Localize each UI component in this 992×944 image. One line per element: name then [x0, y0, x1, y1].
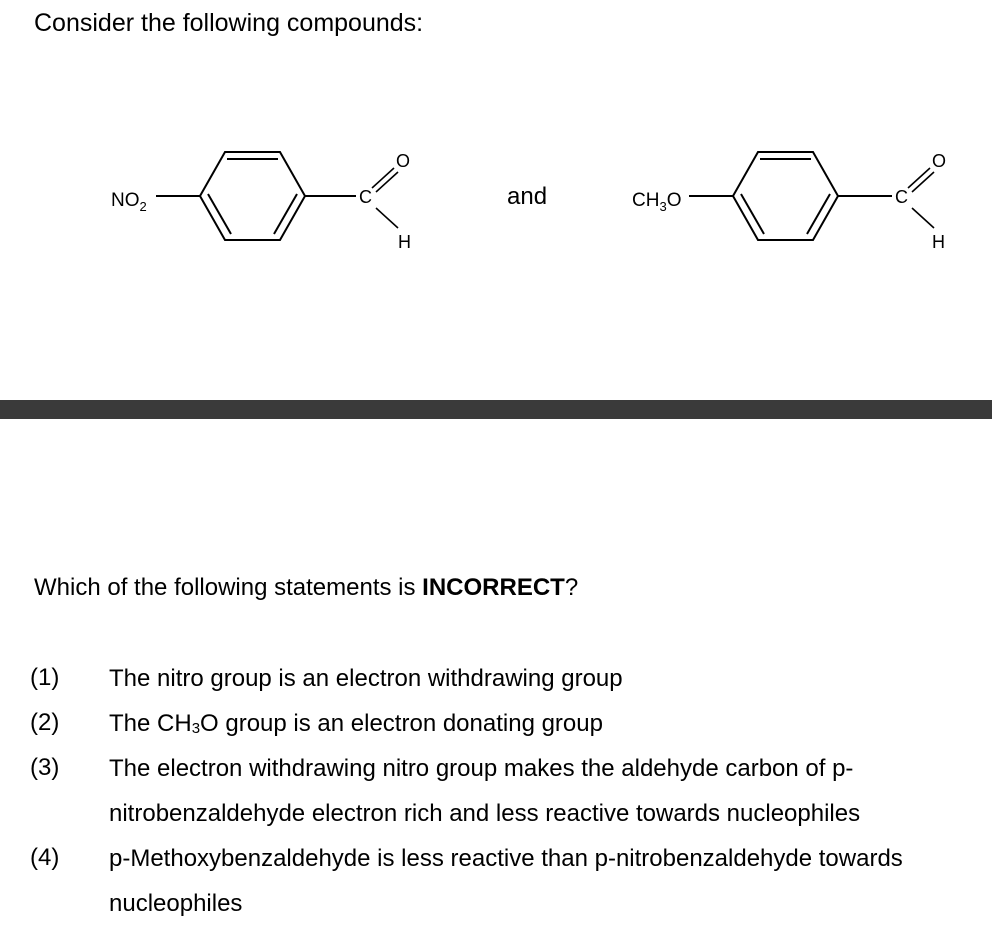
section-divider	[0, 400, 992, 419]
question-emphasis: INCORRECT	[422, 574, 565, 601]
conjunction-and: and	[507, 183, 548, 210]
oxygen-label: O	[396, 151, 411, 171]
p-methoxybenzaldehyde-structure	[632, 151, 946, 252]
p-nitrobenzaldehyde-structure	[111, 151, 411, 252]
ring-double-bond	[741, 194, 764, 234]
option-1-number: (1)	[30, 664, 60, 691]
benzene-ring-right	[733, 152, 838, 240]
methoxy-label: $CH_3O$	[632, 190, 682, 214]
c-h-bond	[912, 208, 934, 228]
carbon-label: C	[359, 187, 372, 207]
ring-double-bond	[208, 194, 231, 234]
option-3-number: (3)	[30, 754, 60, 781]
oxygen-label: O	[932, 151, 947, 171]
ring-double-bond	[807, 194, 830, 234]
benzene-ring-left	[200, 152, 305, 240]
option-2-text: The $CH_3O$ group is an electron donating group	[109, 710, 603, 737]
carbon-label: C	[895, 187, 908, 207]
option-3-text: The electron withdrawing nitro group makes the aldehyde carbon of p-nitrobenzaldehyde electron rich and less reactive towards nucleophiles	[109, 755, 861, 827]
chemical-structures	[0, 130, 992, 270]
option-1-text: The nitro group is an electron withdrawing group	[109, 665, 623, 692]
hydrogen-label: H	[932, 232, 945, 252]
c-h-bond	[376, 208, 398, 228]
option-4-text: p-Methoxybenzaldehyde is less reactive than p-nitrobenzaldehyde towards nucleophiles	[109, 845, 903, 917]
question-text: Which of the following statements is INCORRECT?	[34, 574, 579, 601]
hydrogen-label: H	[398, 232, 411, 252]
option-2-number: (2)	[30, 709, 60, 736]
ring-double-bond	[274, 194, 297, 234]
intro-text: Consider the following compounds:	[34, 9, 424, 37]
option-4-number: (4)	[30, 844, 60, 871]
nitro-label: $NO_2$	[111, 190, 147, 214]
